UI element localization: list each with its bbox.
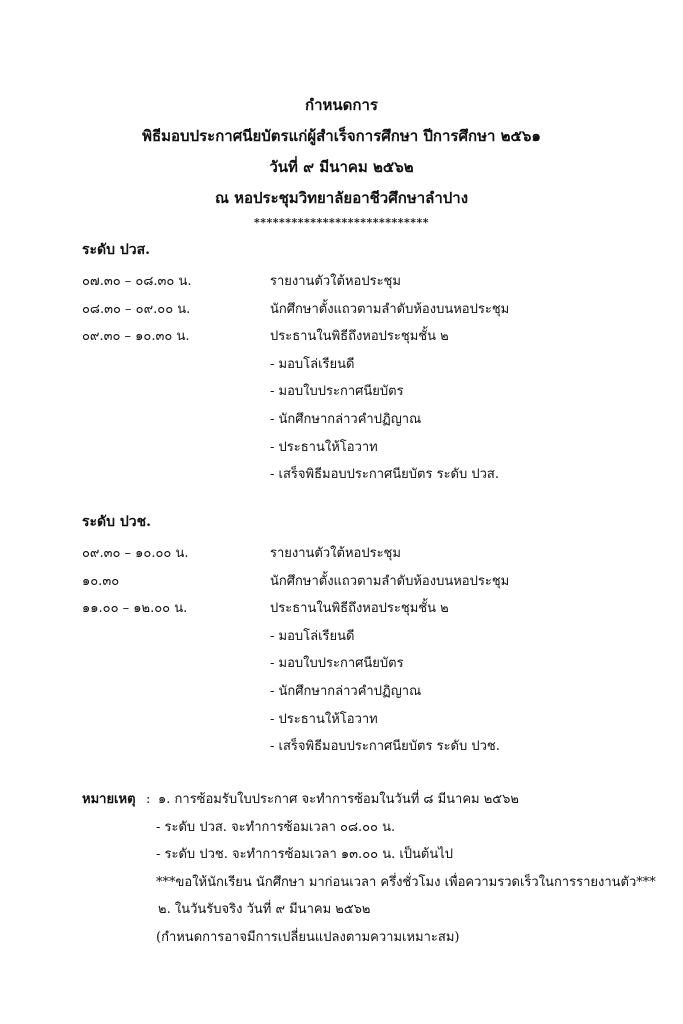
ceremony-title: พิธีมอบประกาศนียบัตรแก่ผู้สำเร็จการศึกษา ปีการศึกษา ๒๕๖๑ — [142, 127, 541, 145]
row-activity: รายงานตัวใต้หอประชุม — [270, 546, 401, 561]
ceremony-item: - นักศึกษากล่าวคำปฏิญาณ — [270, 683, 422, 699]
ceremony-venue: ณ หอประชุมวิทยาลัยอาชีวศึกษาลำปาง — [214, 189, 469, 207]
note-line — [82, 814, 672, 842]
schedule-row — [82, 595, 662, 623]
note-line — [82, 924, 672, 952]
note-pwc-rehearsal: - ระดับ ปวช. จะทำการซ้อมเวลา ๑๓.๐๐ น. เป็นต้นไป — [156, 847, 454, 862]
row-activity: ประธานในพิธีถึงหอประชุมชั้น ๒ — [270, 329, 449, 345]
schedule-row — [82, 323, 662, 351]
ceremony-item: - มอบโล่เรียนดี — [270, 628, 355, 644]
note-line — [82, 786, 672, 814]
notes-label: หมายเหตุ — [82, 792, 136, 807]
section-pws — [82, 240, 662, 489]
note-pws-rehearsal: - ระดับ ปวส. จะทำการซ้อมเวลา ๐๘.๐๐ น. — [156, 819, 396, 835]
ceremony-item: - เสร็จพิธีมอบประกาศนียบัตร ระดับ ปวส. — [270, 467, 499, 483]
notes-colon: : — [146, 792, 151, 807]
row-time: ๑๑.๐๐ – ๑๒.๐๐ น. — [82, 601, 188, 617]
schedule-row — [82, 568, 662, 596]
row-time: ๑๐.๓๐ — [82, 573, 120, 589]
note-line — [82, 841, 672, 869]
note-rehearsal: ๑. การซ้อมรับใบประกาศ จะทำการซ้อมในวันที่ ๘ มีนาคม ๒๕๖๒ — [158, 792, 519, 807]
schedule-row — [82, 540, 662, 568]
note-line — [82, 896, 672, 924]
row-activity: ประธานในพิธีถึงหอประชุมชั้น ๒ — [270, 601, 449, 617]
ceremony-item: - ประธานให้โอวาท — [270, 711, 378, 727]
star-divider: **************************** — [253, 216, 430, 229]
note-arrival-warning: ***ขอให้นักเรียน นักศึกษา มาก่อนเวลา ครึ่งชั่วโมง เพื่อความรวดเร็วในการรายงานตัว*** — [156, 874, 656, 890]
document-header — [0, 90, 683, 232]
schedule-heading: กำหนดการ — [305, 96, 378, 114]
row-activity: นักศึกษาตั้งแถวตามลำดับห้องบนหอประชุม — [270, 573, 510, 589]
ceremony-date: วันที่ ๙ มีนาคม ๒๕๖๒ — [269, 158, 414, 176]
notes-block — [82, 786, 672, 951]
row-time: ๐๘.๓๐ – ๐๙.๐๐ น. — [82, 301, 191, 317]
section-pwc — [82, 512, 662, 761]
row-time: ๐๙.๓๐ – ๑๐.๐๐ น. — [82, 546, 189, 561]
ceremony-item: - เสร็จพิธีมอบประกาศนียบัตร ระดับ ปวช. — [270, 739, 500, 755]
ceremony-item: - มอบใบประกาศนียบัตร — [270, 656, 404, 672]
section-title: ระดับ ปวส. — [82, 242, 151, 258]
row-activity: รายงานตัวใต้หอประชุม — [270, 274, 401, 289]
row-time: ๐๗.๓๐ – ๐๘.๓๐ น. — [82, 274, 192, 289]
schedule-row — [82, 296, 662, 324]
row-activity: นักศึกษาตั้งแถวตามลำดับห้องบนหอประชุม — [270, 301, 510, 317]
ceremony-item: - มอบใบประกาศนียบัตร — [270, 384, 404, 400]
note-line — [82, 869, 672, 897]
schedule-row — [82, 268, 662, 296]
ceremony-item: - นักศึกษากล่าวคำปฏิญาณ — [270, 411, 422, 427]
ceremony-item: - ประธานให้โอวาท — [270, 439, 378, 455]
note-disclaimer: (กำหนดการอาจมีการเปลี่ยนแปลงตามความเหมาะสม) — [156, 929, 460, 945]
note-actual-date: ๒. ในวันรับจริง วันที่ ๙ มีนาคม ๒๕๖๒ — [158, 902, 371, 917]
row-time: ๐๙.๓๐ – ๑๐.๓๐ น. — [82, 329, 190, 345]
section-title: ระดับ ปวช. — [82, 514, 152, 530]
ceremony-item: - มอบโล่เรียนดี — [270, 356, 355, 372]
